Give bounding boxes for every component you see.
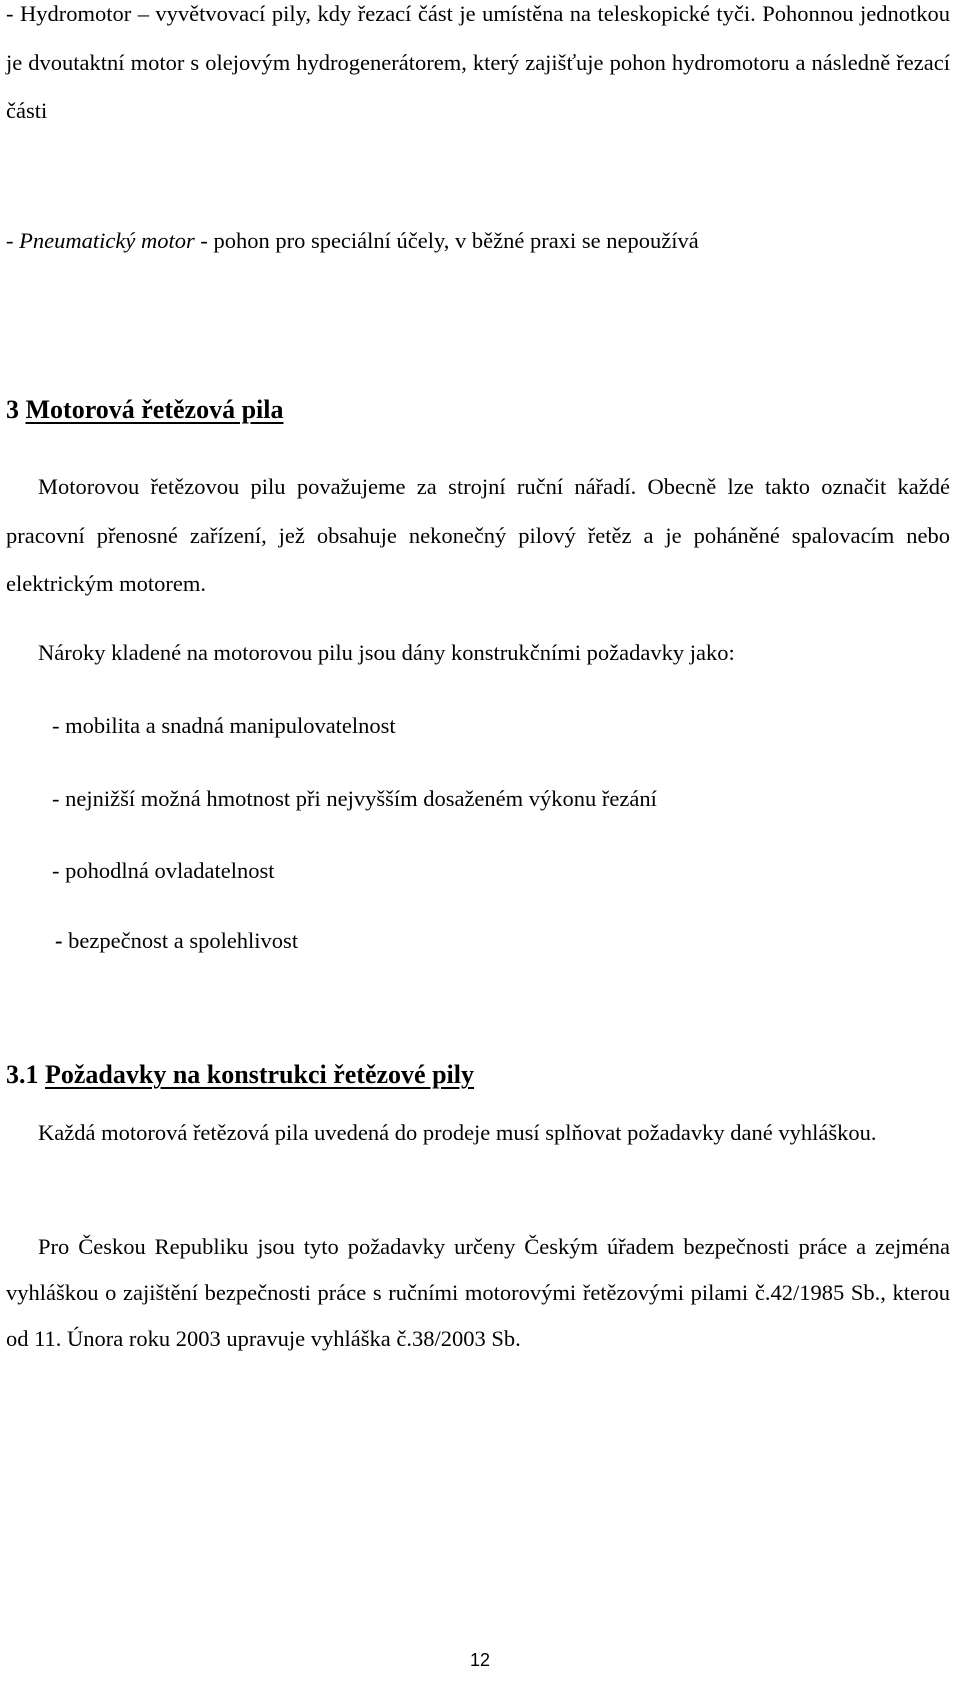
pneumatic-paragraph: [6, 217, 950, 266]
section-3-title: Motorová řetězová pila: [25, 395, 284, 424]
section-3-number: 3: [6, 395, 26, 424]
pneumatic-term: Pneumatický motor: [19, 228, 195, 253]
requirement-item-3: - pohodlná ovladatelnost: [52, 858, 275, 883]
section-3-paragraph-2: Nároky kladené na motorovou pilu jsou dány konstrukčními požadavky jako:: [38, 640, 735, 665]
requirement-item-4: [55, 926, 298, 956]
page-number: 12: [469, 1650, 491, 1670]
hydromotor-text: – vyvětvovací pily, kdy řezací část je umístěna na teleskopické tyči. Pohonnou jednotkou je dvoutaktní motor s olejovým hydrogenerátorem, který zajišťuje pohon hydromotoru a následně řezací části: [6, 1, 950, 123]
pneumatic-dash: -: [6, 228, 20, 253]
section-3-1-title: Požadavky na konstrukci řetězové pily: [45, 1060, 474, 1089]
section-3-heading: [6, 394, 284, 426]
section-3-1-paragraph-2: Pro Českou Republiku jsou tyto požadavky určeny Českým úřadem bezpečnosti práce a zejména vyhláškou o zajištění bezpečnosti práce s ručními motorovými řetězovými pilami č.42/1985 Sb., kterou od 11. Února roku 2003 upravuje vyhláška č.38/2003 Sb.: [6, 1234, 950, 1351]
section-3-paragraph-1: Motorovou řetězovou pilu považujeme za strojní ruční nářadí. Obecně lze takto označit každé pracovní přenosné zařízení, jež obsahuje nekonečný pilový řetěz a je poháněné spalovacím nebo elektrickým motorem.: [6, 474, 950, 596]
requirement-item-2: - nejnižší možná hmotnost při nejvyšším dosaženém výkonu řezání: [52, 786, 657, 811]
section-3-1-heading: [6, 1059, 474, 1091]
section-3-1-paragraph-1: Každá motorová řetězová pila uvedená do prodeje musí splňovat požadavky dané vyhláškou.: [38, 1120, 877, 1145]
requirement-item-1: - mobilita a snadná manipulovatelnost: [52, 713, 396, 738]
requirement-item-4-text: bezpečnost a spolehlivost: [68, 928, 299, 953]
hydromotor-paragraph: [6, 0, 950, 136]
requirement-item-4-dash: -: [55, 928, 69, 953]
pneumatic-text: - pohon pro speciální účely, v běžné praxi se nepoužívá: [194, 228, 699, 253]
section-3-1-number: 3.1: [6, 1060, 45, 1089]
hydromotor-prefix: - Hydromotor: [6, 1, 132, 26]
